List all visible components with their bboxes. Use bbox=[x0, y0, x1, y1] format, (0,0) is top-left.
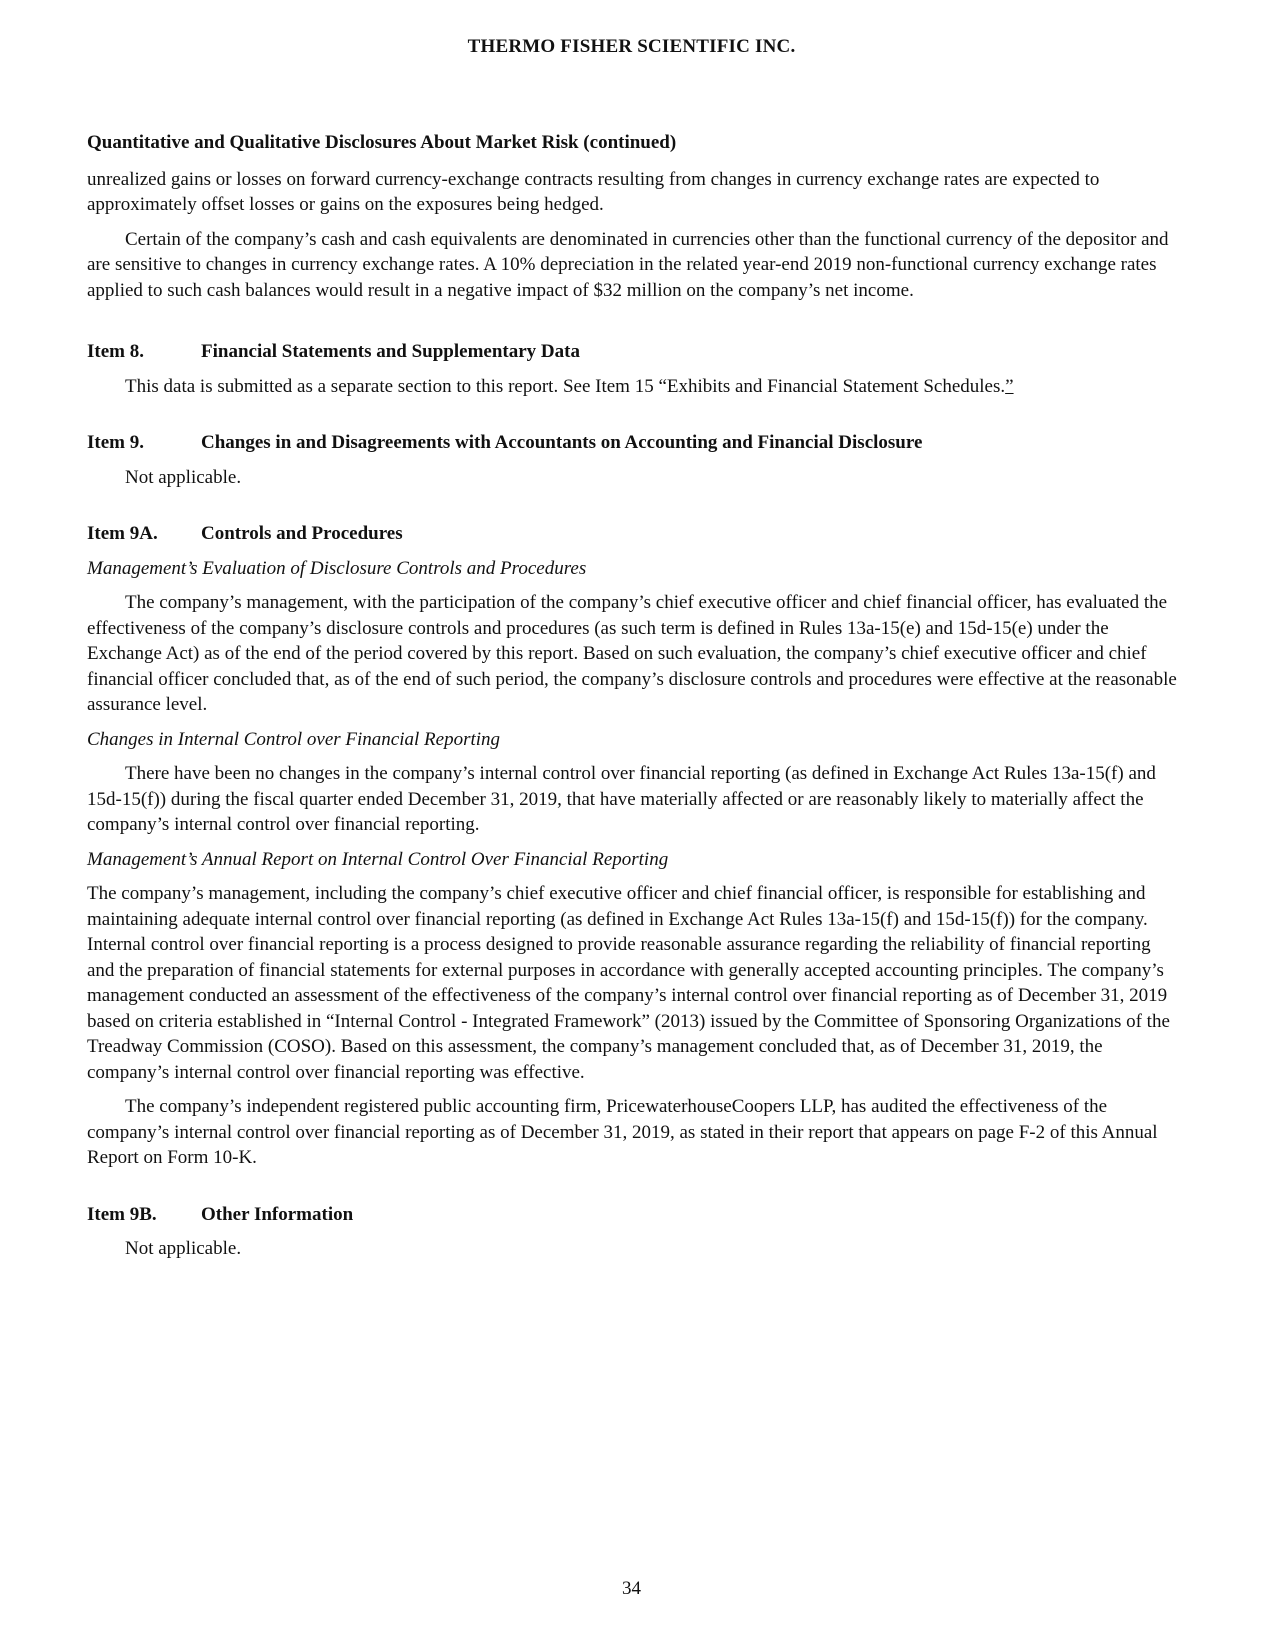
item9-title: Changes in and Disagreements with Accountants on Accounting and Financial Disclosure bbox=[201, 432, 923, 453]
company-header: THERMO FISHER SCIENTIFIC INC. bbox=[467, 36, 796, 57]
item8-number: Item 8. bbox=[87, 341, 144, 362]
page-content bbox=[87, 130, 1182, 1271]
page-number: 34 bbox=[622, 1578, 641, 1599]
item9b-heading bbox=[87, 1202, 1182, 1228]
item8-text: This data is submitted as a separate section to this report. See Item 15 “Exhibits and Financial Statement Schedules. bbox=[125, 375, 1006, 397]
item9a-subheading-2: Changes in Internal Control over Financial Reporting bbox=[87, 728, 501, 750]
market-risk-paragraph-1: unrealized gains or losses on forward currency-exchange contracts resulting from changes in currency exchange rates are expected to approximately offset losses or gains on the exposures being hedged. bbox=[87, 168, 1100, 215]
item9a-paragraph-3: The company’s management, including the company’s chief executive officer and chief financial officer, is responsible for establishing and maintaining adequate internal control over financial reporting (as defined in Exchange Act Rules 13a-15(f) and 15d-15(f)) for the company. Internal control over financial reporting is a process designed to provide reasonable assurance regarding the reliability of financial reporting and the preparation of financial statements for external purposes in accordance with generally accepted accounting principles. The company’s management conducted an assessment of the effectiveness of the company’s internal control over financial reporting as of December 31, 2019 based on criteria established in “Internal Control - Integrated Framework” (2013) issued by the Committee of Sponsoring Organizations of the Treadway Commission (COSO). Based on this assessment, the company’s management concluded that, as of December 31, 2019, the company’s internal control over financial reporting was effective. bbox=[87, 883, 1170, 1083]
item8-title: Financial Statements and Supplementary Data bbox=[201, 341, 580, 362]
item9a-subheading-3: Management’s Annual Report on Internal Control Over Financial Reporting bbox=[87, 848, 669, 870]
item9-number: Item 9. bbox=[87, 432, 144, 453]
item9a-heading bbox=[87, 521, 1182, 547]
item9-heading bbox=[87, 430, 1182, 456]
market-risk-paragraph-2: Certain of the company’s cash and cash equivalents are denominated in currencies other than the functional currency of the depositor and are sensitive to changes in currency exchange rates. A 10% depreciation in the related year-end 2019 non-functional currency exchange rates applied to such cash balances would result in a negative impact of $32 million on the company’s net income. bbox=[87, 228, 1169, 301]
item9-text: Not applicable. bbox=[125, 466, 242, 488]
item9a-paragraph-1: The company’s management, with the participation of the company’s chief executive officer and chief financial officer, has evaluated the effectiveness of the company’s disclosure controls and procedures (as such term is defined in Rules 13a-15(e) and 15d-15(e) under the Exchange Act) as of the end of the period covered by this report. Based on such evaluation, the company’s chief executive officer and chief financial officer concluded that, as of the end of such period, the company’s disclosure controls and procedures were effective at the reasonable assurance level. bbox=[87, 592, 1177, 715]
item9b-title: Other Information bbox=[201, 1203, 354, 1225]
item9a-title: Controls and Procedures bbox=[201, 523, 403, 544]
item9a-subheading-1: Management’s Evaluation of Disclosure Controls and Procedures bbox=[87, 557, 587, 579]
item9a-paragraph-4: The company’s independent registered public accounting firm, PricewaterhouseCoopers LLP, has audited the effectiveness of the company’s internal control over financial reporting as of December 31, 2019, as stated in their report that appears on page F-2 of this Annual Report on Form 10-K. bbox=[87, 1096, 1158, 1168]
item9b-number: Item 9B. bbox=[87, 1203, 157, 1225]
item9a-paragraph-2: There have been no changes in the company’s internal control over financial reporting (as defined in Exchange Act Rules 13a-15(f) and 15d-15(f)) during the fiscal quarter ended December 31, 2019, that have materially affected or are reasonably likely to materially affect the company’s internal control over financial reporting. bbox=[87, 763, 1156, 835]
item8-heading bbox=[87, 339, 1182, 365]
item9a-number: Item 9A. bbox=[87, 523, 158, 544]
market-risk-heading: Quantitative and Qualitative Disclosures About Market Risk (continued) bbox=[87, 132, 677, 153]
item8-text-end: ” bbox=[1005, 375, 1014, 397]
item9b-text: Not applicable. bbox=[125, 1238, 242, 1259]
item8-text-block bbox=[87, 374, 1182, 400]
